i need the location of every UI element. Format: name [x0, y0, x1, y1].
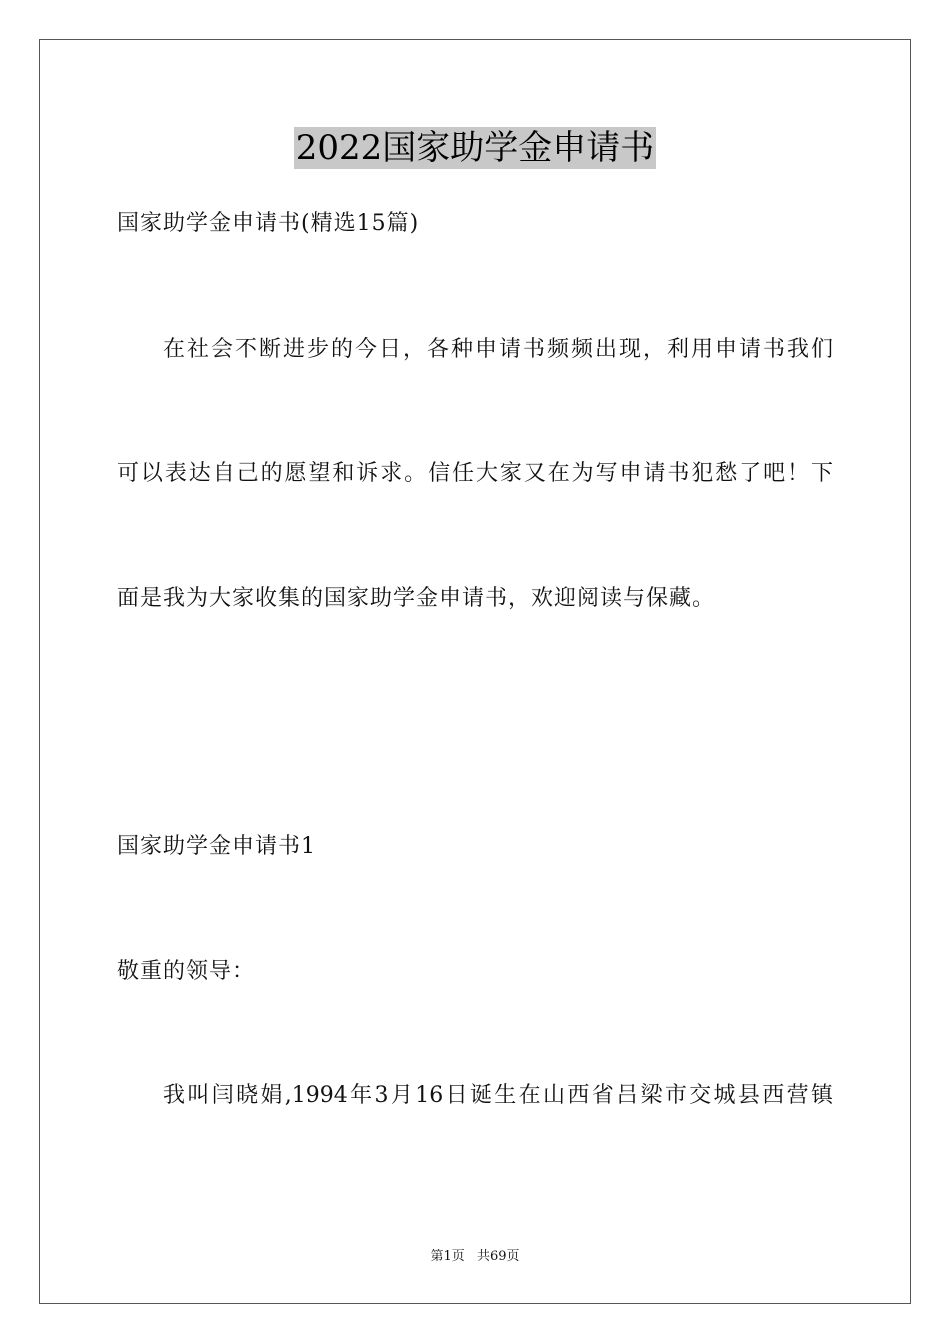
intro-paragraph-line-3: 面是我为大家收集的国家助学金申请书，欢迎阅读与保藏。 [117, 586, 716, 611]
intro-paragraph-line-2: 可以表达自己的愿望和诉求。信任大家又在为写申请书犯愁了吧！下 [117, 461, 833, 486]
document-title: 2022国家助学金申请书 [295, 128, 655, 168]
page-footer [0, 1248, 950, 1266]
letter-body-line-1: 我叫闫晓娟,1994年3月16日诞生在山西省吕梁市交城县西营镇 [163, 1083, 833, 1108]
page-number: 第1页 [430, 1249, 465, 1264]
section-heading: 国家助学金申请书1 [117, 834, 316, 859]
letter-salutation: 敬重的领导： [117, 959, 256, 984]
intro-paragraph-line-1: 在社会不断进步的今日，各种申请书频频出现，利用申请书我们 [163, 337, 833, 362]
title-container [0, 127, 950, 169]
document-subtitle: 国家助学金申请书(精选15篇) [117, 211, 420, 236]
page-total: 共69页 [476, 1249, 520, 1264]
